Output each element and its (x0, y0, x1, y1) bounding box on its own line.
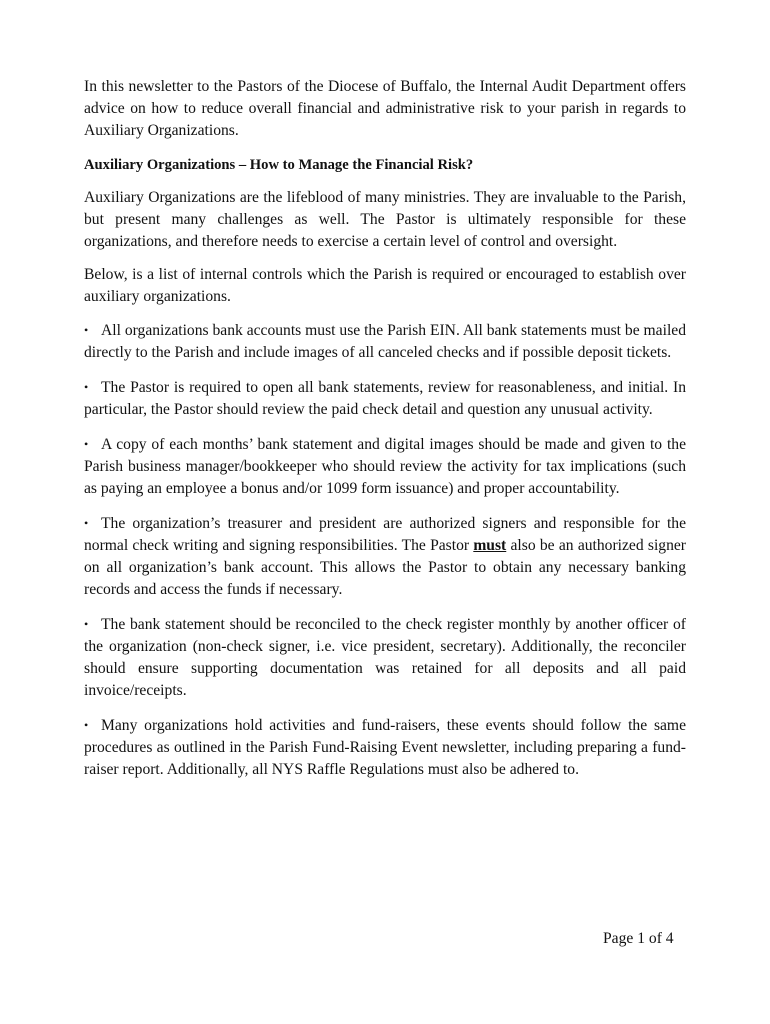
bullet-item-5 (84, 613, 686, 702)
bullet-text: A copy of each months’ bank statement and digital images should be made and given to the Parish business manager/bookkeeper who should review the activity for tax implications (such as paying an employee a bonus and/or 1099 form issuance) and proper accountability. (84, 436, 686, 497)
bullet-text: The bank statement should be reconciled to the check register monthly by another officer of the organization (non-check signer, i.e. vice president, secretary). Additionally, the reconciler should ensure supporting documentation was retained for all deposits and all paid invoice/receipts. (84, 616, 686, 699)
bullet-icon: • (84, 617, 89, 631)
bullet-item-2 (84, 376, 686, 421)
bullet-icon: • (84, 516, 89, 530)
bullet-text: Many organizations hold activities and fund-raisers, these events should follow the same procedures as outlined in the Parish Fund-Raising Event newsletter, including preparing a fund-raiser report. Additionally, all NYS Raffle Regulations must also be adhered to. (84, 717, 686, 778)
bullet-item-6 (84, 714, 686, 781)
body-paragraph-1: Auxiliary Organizations are the lifeblood of many ministries. They are invaluable to the Parish, but present many challenges as well. The Pastor is ultimately responsible for these organizations, and therefore needs to exercise a certain level of control and oversight. (84, 189, 686, 250)
document-body (84, 76, 686, 793)
bullet-text-end: also be an authorized signer on all organization’s bank account. This allows the Pastor to obtain any necessary banking records and access the funds if necessary. (84, 537, 686, 598)
body-paragraph-2: Below, is a list of internal controls which the Parish is required or encouraged to establish over auxiliary organizations. (84, 266, 686, 305)
bullet-text-start: The organization’s treasurer and president are authorized signers and responsible for the normal check writing and signing responsibilities. The Pastor (84, 515, 686, 554)
intro-paragraph: In this newsletter to the Pastors of the Diocese of Buffalo, the Internal Audit Department offers advice on how to reduce overall financial and administrative risk to your parish in regards to Auxiliary Organizations. (84, 78, 686, 139)
emphasis-must: must (473, 537, 507, 554)
bullet-item-1 (84, 319, 686, 364)
bullet-icon: • (84, 323, 89, 337)
bullet-text: All organizations bank accounts must use the Parish EIN. All bank statements must be mailed directly to the Parish and include images of all canceled checks and if possible deposit tickets. (84, 322, 686, 361)
page-number: Page 1 of 4 (603, 930, 674, 947)
bullet-icon: • (84, 718, 89, 732)
bullet-item-4 (84, 512, 686, 601)
bullet-text: The Pastor is required to open all bank statements, review for reasonableness, and initial. In particular, the Pastor should review the paid check detail and question any unusual activity. (84, 379, 686, 418)
bullet-item-3 (84, 433, 686, 500)
bullet-icon: • (84, 437, 89, 451)
section-heading: Auxiliary Organizations – How to Manage the Financial Risk? (84, 157, 474, 173)
bullet-icon: • (84, 380, 89, 394)
